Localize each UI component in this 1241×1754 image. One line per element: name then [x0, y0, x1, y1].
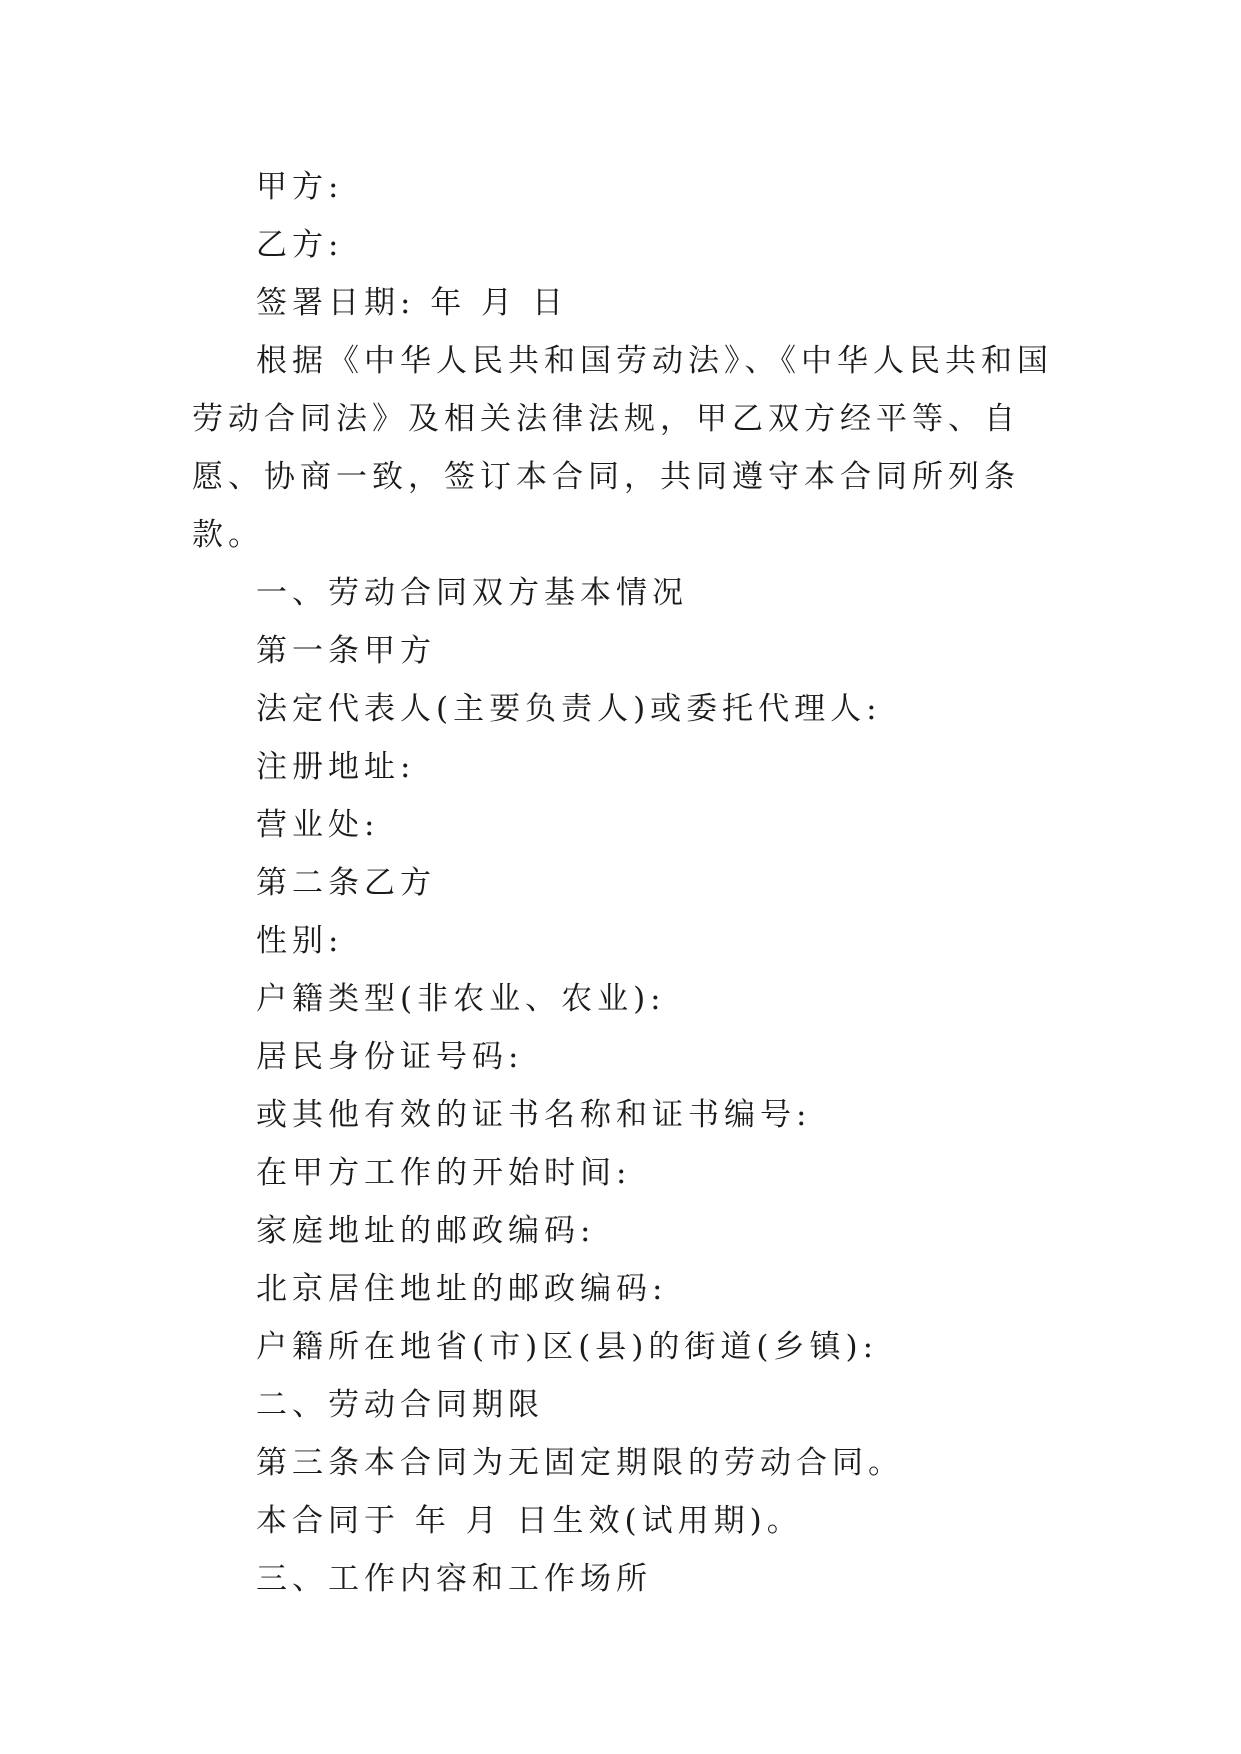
effective-date-line: 本合同于 年 月 日生效(试用期)。: [256, 1503, 803, 1539]
hukou-type-field: 户籍类型(非农业、农业):: [256, 981, 666, 1017]
beijing-postcode-field: 北京居住地址的邮政编码:: [256, 1271, 668, 1307]
id-number-field: 居民身份证号码:: [256, 1039, 524, 1075]
article-1: 第一条甲方: [256, 633, 436, 669]
section-heading-1: 一、劳动合同双方基本情况: [256, 575, 688, 611]
article-2: 第二条乙方: [256, 865, 436, 901]
sign-date-line: 签署日期: 年 月 日: [256, 285, 569, 321]
party-a-line: 甲方:: [256, 169, 344, 205]
other-certificate-field: 或其他有效的证书名称和证书编号:: [256, 1097, 812, 1133]
registered-address-field: 注册地址:: [256, 749, 416, 785]
document-body: [192, 158, 1062, 1608]
gender-field: 性别:: [256, 923, 344, 959]
intro-paragraph: 根据《中华人民共和国劳动法》、《中华人民共和国劳动合同法》及相关法律法规，甲乙双方经平等、自愿、协商一致，签订本合同，共同遵守本合同所列条款。: [192, 343, 1053, 553]
home-postcode-field: 家庭地址的邮政编码:: [256, 1213, 596, 1249]
legal-representative-field: 法定代表人(主要负责人)或委托代理人:: [256, 691, 882, 727]
party-b-line: 乙方:: [256, 227, 344, 263]
section-heading-3: 三、工作内容和工作场所: [256, 1561, 652, 1597]
business-place-field: 营业处:: [256, 807, 380, 843]
section-heading-2: 二、劳动合同期限: [256, 1387, 544, 1423]
start-time-field: 在甲方工作的开始时间:: [256, 1155, 632, 1191]
article-3: 第三条本合同为无固定期限的劳动合同。: [256, 1445, 904, 1481]
hukou-location-field: 户籍所在地省(市)区(县)的街道(乡镇):: [256, 1329, 879, 1365]
